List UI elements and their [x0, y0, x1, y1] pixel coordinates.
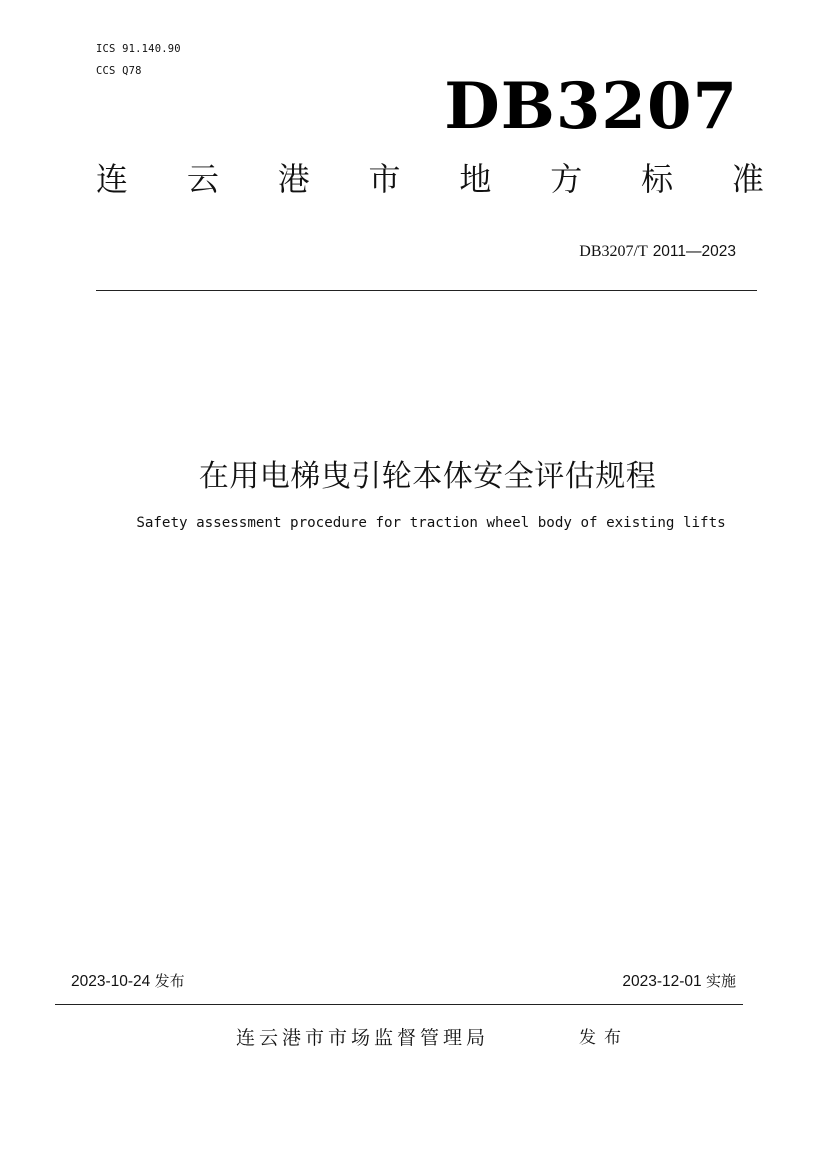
issue-date [71, 970, 185, 993]
top-divider [96, 290, 757, 291]
standard-type-char: 地 [459, 160, 492, 198]
standard-type-char: 连 [96, 160, 129, 198]
issue-date-label: 发布 [154, 972, 185, 990]
document-title-en: Safety assessment procedure for traction wheel body of existing lifts [136, 515, 726, 531]
implementation-date-value: 2023-12-01 [622, 973, 702, 990]
issue-date-value: 2023-10-24 [71, 973, 151, 990]
standard-number-prefix: DB3207/T [579, 243, 648, 260]
standard-type-title [96, 154, 764, 204]
bottom-divider [55, 1004, 743, 1005]
standard-code-heading: DB3207 [444, 69, 738, 144]
standard-type-char: 准 [731, 160, 764, 198]
standard-type-char: 云 [186, 160, 219, 198]
implementation-date [560, 970, 736, 993]
issuing-authority: 连云港市市场监督管理局 [236, 1027, 490, 1049]
standard-type-char: 市 [368, 160, 401, 198]
issuing-action-label: 发布 [579, 1028, 629, 1048]
document-title-zh: 在用电梯曳引轮本体安全评估规程 [198, 459, 657, 494]
ccs-code: CCS Q78 [96, 65, 142, 77]
implementation-date-label: 实施 [705, 972, 736, 990]
standard-number [500, 241, 736, 262]
standard-number-year: 2011—2023 [652, 243, 736, 260]
standard-type-char: 标 [641, 160, 674, 198]
standard-type-char: 方 [550, 160, 583, 198]
ics-code: ICS 91.140.90 [96, 43, 181, 55]
standard-type-char: 港 [277, 160, 310, 198]
